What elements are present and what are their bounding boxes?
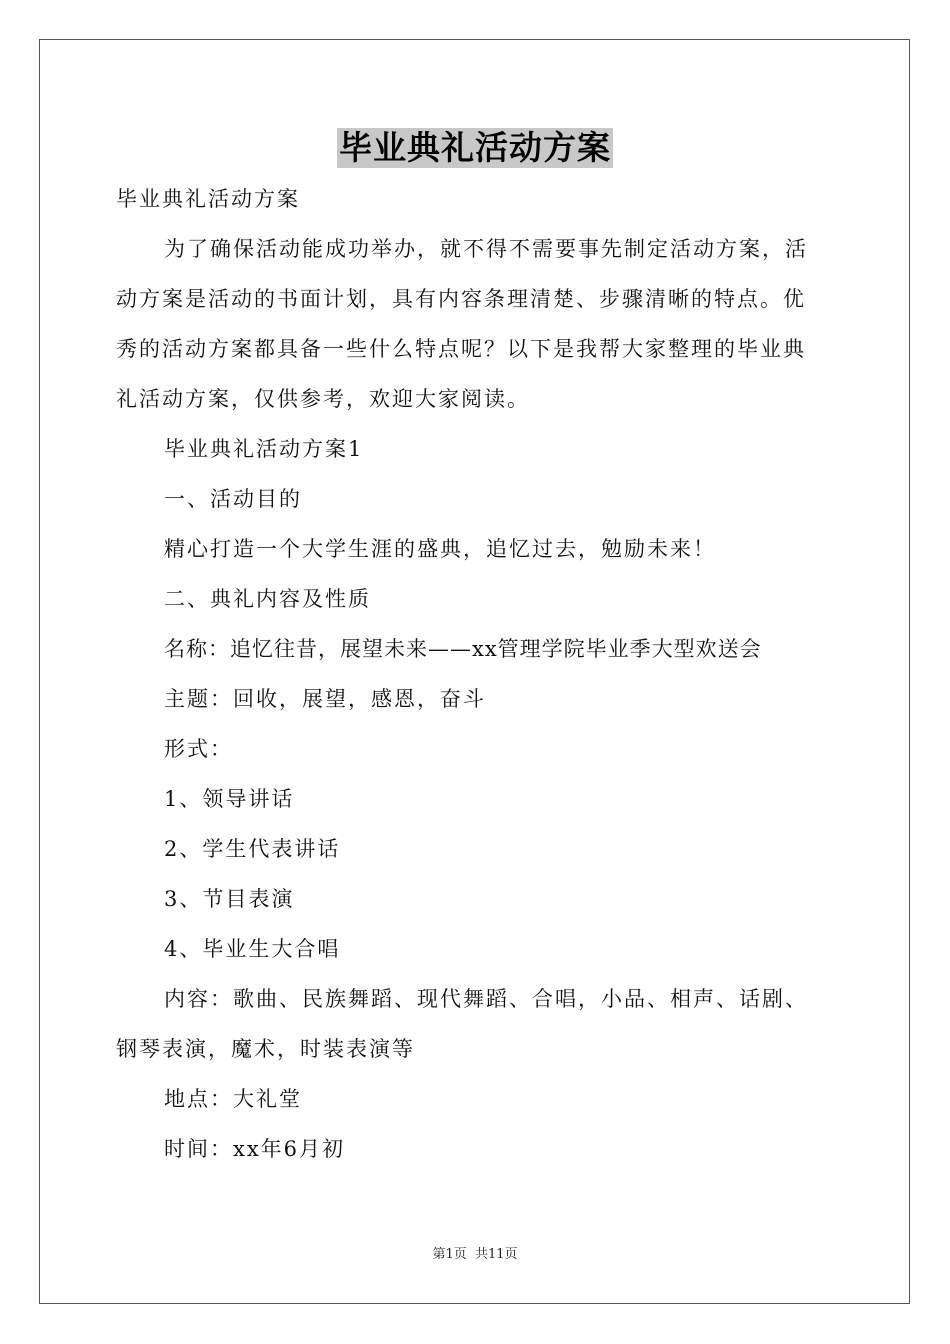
event-content-line-2: 钢琴表演，魔术，时装表演等	[116, 1037, 415, 1061]
event-time: 时间：xx年6月初	[164, 1137, 346, 1161]
intro-line-4: 礼活动方案，仅供参考，欢迎大家阅读。	[116, 387, 530, 411]
purpose-text: 精心打造一个大学生涯的盛典，追忆过去，勉励未来！	[164, 537, 716, 561]
event-theme: 主题：回收，展望，感恩，奋斗	[164, 687, 486, 711]
page-border	[39, 39, 910, 1304]
form-item: 3、节目表演	[164, 887, 295, 911]
heading-purpose: 一、活动目的	[164, 487, 302, 511]
form-item: 4、毕业生大合唱	[164, 937, 341, 961]
event-form-label: 形式：	[164, 737, 233, 761]
document-title: 毕业典礼活动方案	[339, 128, 611, 167]
heading-content: 二、典礼内容及性质	[164, 587, 371, 611]
form-item: 1、领导讲话	[164, 787, 295, 811]
form-item: 2、学生代表讲话	[164, 837, 341, 861]
intro-line-2: 动方案是活动的书面计划，具有内容条理清楚、步骤清晰的特点。优	[116, 287, 806, 311]
document-subtitle: 毕业典礼活动方案	[116, 187, 300, 211]
event-name: 名称：追忆往昔，展望未来——xx管理学院毕业季大型欢送会	[164, 637, 762, 661]
page-footer	[0, 1246, 950, 1264]
event-location: 地点：大礼堂	[164, 1087, 302, 1111]
intro-line-3: 秀的活动方案都具备一些什么特点呢？以下是我帮大家整理的毕业典	[116, 337, 806, 361]
event-content-line-1: 内容：歌曲、民族舞蹈、现代舞蹈、合唱，小品、相声、话剧、	[164, 987, 808, 1011]
intro-line-1: 为了确保活动能成功举办，就不得不需要事先制定活动方案，活	[164, 237, 808, 261]
page-number: 第1页	[432, 1247, 467, 1262]
title-container	[0, 128, 950, 168]
section-title: 毕业典礼活动方案1	[164, 437, 364, 461]
page-total: 共11页	[474, 1247, 518, 1262]
